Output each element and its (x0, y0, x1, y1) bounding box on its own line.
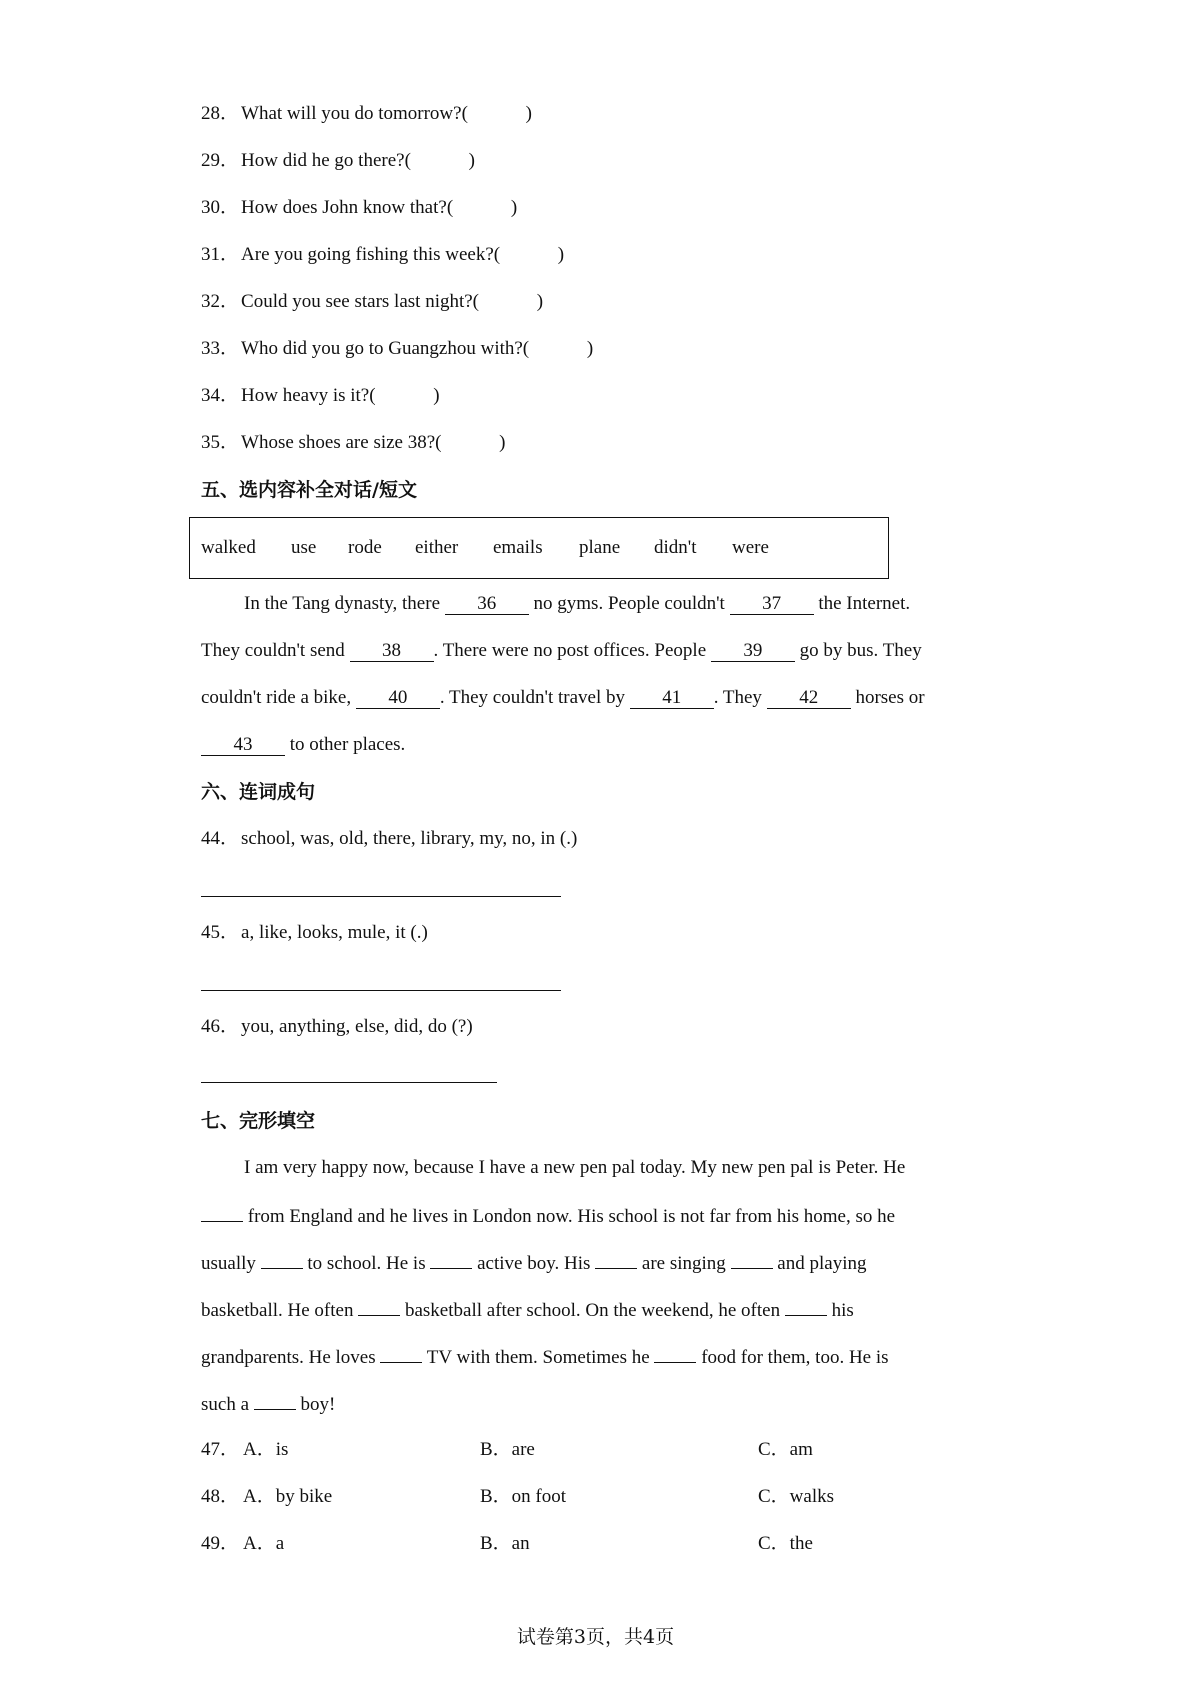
word-bank (189, 517, 889, 579)
cloze-text: TV with them. Sometimes he (422, 1347, 655, 1368)
cloze-text: are singing (637, 1253, 731, 1274)
cloze-line (201, 1297, 854, 1323)
question-text: Whose shoes are size 38?( (241, 432, 442, 453)
cloze-text: such a (201, 1394, 254, 1415)
word-bank-item: use (291, 537, 317, 558)
cloze-text: basketball after school. On the weekend, he often (400, 1300, 785, 1321)
question-text: school, was, old, there, library, my, no, in (.) (241, 828, 578, 849)
question-text: Who did you go to Guangzhou with?( (241, 338, 530, 359)
question-48-number: 48． (201, 1486, 240, 1507)
cloze-text: from England and he lives in London now. His school is not far from his home, so he (243, 1206, 896, 1227)
word-bank-item: rode (348, 537, 382, 558)
question-text: a, like, looks, mule, it (.) (241, 922, 428, 943)
question-text: What will you do tomorrow?( (241, 103, 468, 124)
cloze-line (201, 1391, 335, 1417)
blank-37[interactable]: 37 (730, 594, 814, 615)
passage-text: . They (713, 687, 767, 708)
question-number: 35． (201, 432, 240, 453)
answer-paren[interactable]: ) (557, 244, 565, 265)
passage-line (201, 639, 922, 663)
answer-paren[interactable]: ) (536, 291, 544, 312)
cloze-blank[interactable] (785, 1297, 827, 1316)
passage-text: horses or (850, 687, 925, 708)
passage-text: to other places. (285, 734, 406, 755)
passage-text: . They couldn't travel by (439, 687, 630, 708)
cloze-blank[interactable] (254, 1391, 296, 1410)
question-33 (201, 337, 593, 361)
blank-41[interactable]: 41 (630, 688, 714, 709)
cloze-text: active boy. His (472, 1253, 596, 1274)
option-b[interactable]: B．an (480, 1533, 530, 1554)
cloze-text: boy! (295, 1394, 336, 1415)
word-bank-item: didn't (654, 537, 697, 558)
question-35 (201, 431, 506, 455)
cloze-blank[interactable] (201, 1203, 243, 1222)
answer-paren[interactable]: ) (510, 197, 518, 218)
option-c[interactable]: C．am (758, 1439, 813, 1460)
question-number: 29． (201, 150, 240, 171)
blank-39[interactable]: 39 (711, 641, 795, 662)
cloze-blank[interactable] (380, 1344, 422, 1363)
question-47-number: 47． (201, 1439, 240, 1460)
question-text: Could you see stars last night?( (241, 291, 480, 312)
question-number: 28． (201, 103, 240, 124)
question-30 (201, 196, 517, 220)
cloze-line (244, 1156, 905, 1180)
question-31 (201, 243, 564, 267)
cloze-text: I am very happy now, because I have a new pen pal today. My new pen pal is Peter. He (244, 1157, 906, 1178)
answer-paren[interactable]: ) (499, 432, 506, 453)
question-49-number: 49． (201, 1533, 240, 1554)
question-number: 32． (201, 291, 240, 312)
question-46 (201, 1015, 473, 1039)
cloze-text: his (826, 1300, 854, 1321)
question-29 (201, 149, 475, 173)
passage-text: They couldn't send (201, 640, 350, 661)
cloze-text: basketball. He often (201, 1300, 359, 1321)
question-number: 46． (201, 1016, 240, 1037)
section-6-heading: 六、连词成句 (201, 781, 316, 803)
question-44 (201, 827, 577, 851)
blank-36[interactable]: 36 (445, 594, 529, 615)
passage-text: no gyms. People couldn't (528, 593, 730, 614)
cloze-line (201, 1203, 895, 1229)
question-28 (201, 102, 532, 126)
question-number: 33． (201, 338, 240, 359)
cloze-blank[interactable] (654, 1344, 696, 1363)
word-bank-item: plane (579, 537, 621, 558)
question-text: How heavy is it?( (241, 385, 376, 406)
blank-42[interactable]: 42 (767, 688, 851, 709)
option-a[interactable]: A．by bike (243, 1486, 333, 1507)
passage-text: go by bus. They (794, 640, 922, 661)
answer-line-45[interactable] (201, 990, 561, 991)
cloze-text: food for them, too. He is (696, 1347, 889, 1368)
passage-text: the Internet. (813, 593, 911, 614)
passage-line (201, 733, 405, 757)
passage-line (244, 592, 910, 616)
answer-paren[interactable]: ) (433, 385, 440, 406)
option-c[interactable]: C．walks (758, 1486, 835, 1507)
word-bank-item: walked (201, 537, 256, 558)
blank-38[interactable]: 38 (350, 641, 434, 662)
cloze-blank[interactable] (731, 1250, 773, 1269)
cloze-line (201, 1250, 866, 1276)
option-b[interactable]: B．are (480, 1439, 535, 1460)
cloze-text: to school. He is (302, 1253, 431, 1274)
question-number: 30． (201, 197, 240, 218)
section-5-heading: 五、选内容补全对话/短文 (201, 479, 417, 501)
question-text: Are you going fishing this week?( (241, 244, 501, 265)
answer-line-46[interactable] (201, 1082, 497, 1083)
question-text: How did he go there?( (241, 150, 411, 171)
passage-text: couldn't ride a bike, (201, 687, 356, 708)
question-number: 44． (201, 828, 240, 849)
question-number: 31． (201, 244, 240, 265)
word-bank-item: emails (493, 537, 543, 558)
question-number: 45． (201, 922, 240, 943)
answer-paren[interactable]: ) (525, 103, 532, 124)
cloze-blank[interactable] (595, 1250, 637, 1269)
question-32 (201, 290, 543, 314)
passage-text: In the Tang dynasty, there (244, 593, 445, 614)
answer-paren[interactable]: ) (586, 338, 594, 359)
question-34 (201, 384, 440, 408)
answer-paren[interactable]: ) (468, 150, 475, 171)
section-7-heading: 七、完形填空 (201, 1110, 316, 1132)
cloze-blank[interactable] (430, 1250, 472, 1269)
cloze-text: usually (201, 1253, 261, 1274)
option-a[interactable]: A．a (243, 1533, 285, 1554)
cloze-line (201, 1344, 889, 1370)
cloze-blank[interactable] (358, 1297, 400, 1316)
blank-40[interactable]: 40 (356, 688, 440, 709)
word-bank-item: either (415, 537, 459, 558)
word-bank-item: were (732, 537, 769, 558)
cloze-text: and playing (772, 1253, 867, 1274)
page-footer: 试卷第3页，共4页 (516, 1626, 675, 1648)
question-45 (201, 921, 428, 945)
option-b[interactable]: B．on foot (480, 1486, 567, 1507)
option-a[interactable]: A．is (243, 1439, 289, 1460)
cloze-blank[interactable] (261, 1250, 303, 1269)
passage-text: . There were no post offices. People (433, 640, 711, 661)
answer-line-44[interactable] (201, 896, 561, 897)
question-text: How does John know that?( (241, 197, 454, 218)
blank-43[interactable]: 43 (201, 735, 285, 756)
question-number: 34． (201, 385, 240, 406)
question-text: you, anything, else, did, do (?) (241, 1016, 473, 1037)
passage-line (201, 686, 925, 710)
cloze-text: grandparents. He loves (201, 1347, 381, 1368)
option-c[interactable]: C．the (758, 1533, 813, 1554)
